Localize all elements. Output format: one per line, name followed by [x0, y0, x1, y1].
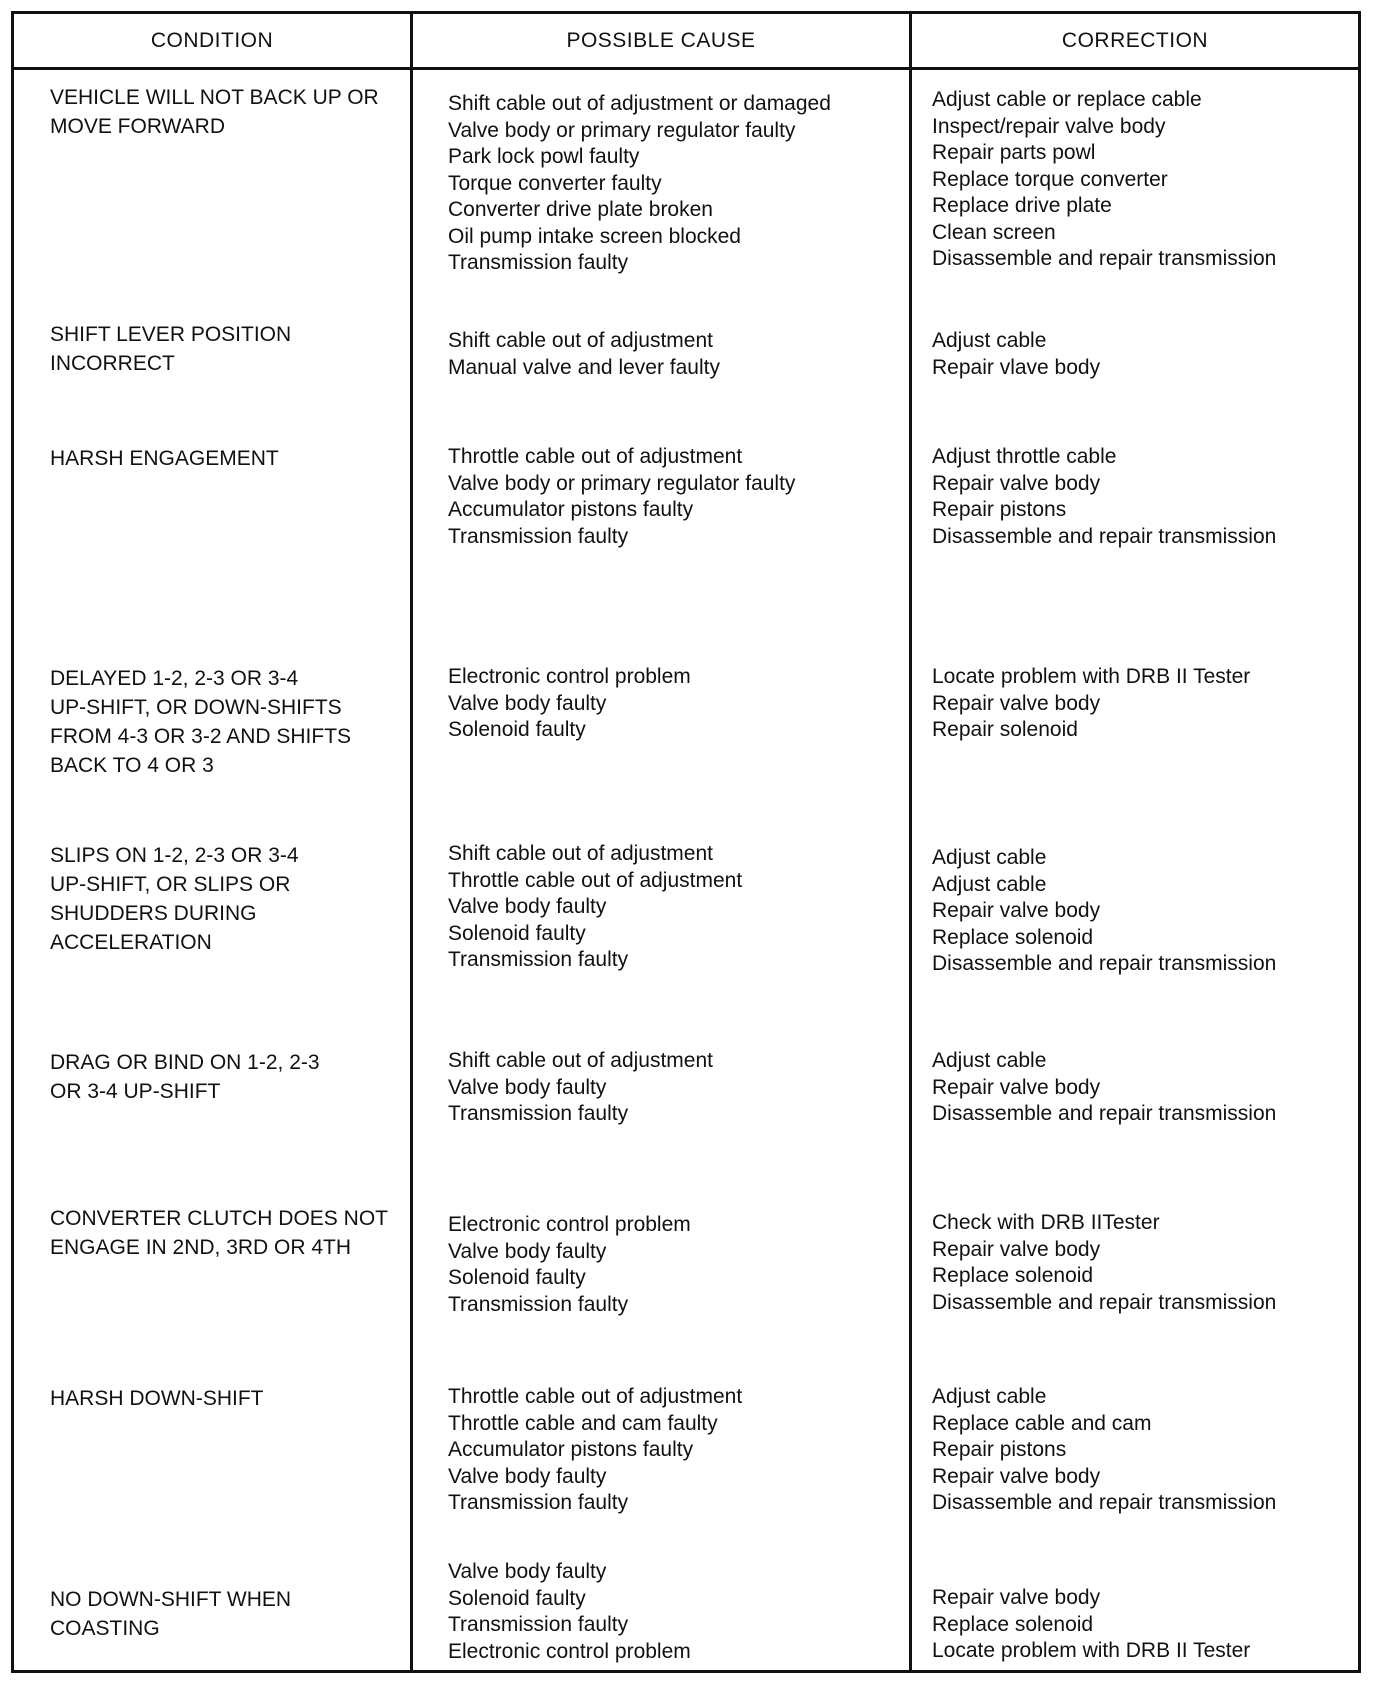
- cause-item: Valve body faulty: [448, 1075, 607, 1099]
- cause-item: Solenoid faulty: [448, 921, 586, 945]
- possible-cause-cell: [448, 664, 903, 744]
- correction-item: Locate problem with DRB II Tester: [932, 1639, 1251, 1662]
- cause-item: Throttle cable and cam faulty: [448, 1411, 718, 1435]
- condition-line: COASTING: [50, 1617, 160, 1640]
- correction-item: Check with DRB IITester: [932, 1211, 1160, 1234]
- cause-item: Transmission faulty: [448, 524, 629, 548]
- possible-cause-cell: [448, 444, 903, 550]
- cause-item: Transmission faulty: [448, 1292, 629, 1316]
- correction-item: Repair pistons: [932, 498, 1067, 521]
- cause-item: Valve body faulty: [448, 691, 607, 715]
- correction-item: Replace solenoid: [932, 1264, 1094, 1287]
- correction-cell: [932, 845, 1362, 978]
- correction-item: Replace solenoid: [932, 925, 1094, 949]
- condition-cell: [50, 444, 405, 473]
- cause-item: Transmission faulty: [448, 1491, 629, 1514]
- correction-item: Clean screen: [932, 220, 1056, 244]
- condition-cell: [50, 1204, 405, 1262]
- cause-item: Shift cable out of adjustment or damaged: [448, 92, 831, 115]
- correction-item: Replace cable and cam: [932, 1411, 1152, 1435]
- cause-item: Torque converter faulty: [448, 171, 662, 195]
- correction-item: Replace drive plate: [932, 194, 1112, 217]
- condition-cell: [50, 1384, 405, 1413]
- correction-item: Disassemble and repair transmission: [932, 524, 1277, 548]
- correction-item: Adjust cable or replace cable: [932, 88, 1202, 111]
- correction-item: Adjust cable: [932, 1049, 1047, 1072]
- correction-item: Repair pistons: [932, 1438, 1067, 1461]
- condition-line: CONVERTER CLUTCH DOES NOT: [50, 1207, 388, 1230]
- cause-item: Throttle cable out of adjustment: [448, 868, 743, 892]
- correction-item: Repair valve body: [932, 691, 1101, 715]
- correction-item: Replace solenoid: [932, 1612, 1094, 1636]
- cause-item: Solenoid faulty: [448, 1266, 586, 1289]
- cause-item: Transmission faulty: [448, 1102, 629, 1125]
- condition-cell: [50, 83, 405, 141]
- cause-item: Accumulator pistons faulty: [448, 498, 694, 521]
- cause-item: Transmission faulty: [448, 1613, 629, 1636]
- condition-line: BACK TO 4 OR 3: [50, 754, 214, 777]
- cause-item: Transmission faulty: [448, 251, 629, 274]
- condition-cell: [50, 1048, 405, 1106]
- correction-cell: [932, 664, 1362, 744]
- condition-cell: [50, 320, 405, 378]
- condition-line: ENGAGE IN 2ND, 3RD OR 4TH: [50, 1236, 352, 1259]
- possible-cause-cell: [448, 91, 903, 277]
- condition-line: OR 3-4 UP-SHIFT: [50, 1080, 221, 1103]
- condition-cell: [50, 1585, 405, 1643]
- cause-item: Accumulator pistons faulty: [448, 1438, 694, 1461]
- cause-item: Solenoid faulty: [448, 1586, 586, 1610]
- header-condition: CONDITION: [150, 28, 274, 52]
- correction-item: Locate problem with DRB II Tester: [932, 665, 1251, 688]
- correction-item: Adjust cable: [932, 846, 1047, 869]
- cause-item: Electronic control problem: [448, 1213, 691, 1236]
- possible-cause-cell: [448, 1559, 903, 1665]
- condition-cell: [50, 664, 405, 780]
- condition-line: HARSH ENGAGEMENT: [50, 447, 279, 470]
- cause-item: Valve body or primary regulator faulty: [448, 471, 796, 495]
- cause-item: Valve body faulty: [448, 1464, 607, 1488]
- cause-item: Converter drive plate broken: [448, 198, 713, 221]
- correction-item: Repair vlave body: [932, 355, 1101, 379]
- cause-item: Manual valve and lever faulty: [448, 355, 720, 379]
- condition-cell: [50, 841, 405, 957]
- condition-line: SLIPS ON 1-2, 2-3 OR 3-4: [50, 844, 299, 867]
- correction-item: Adjust cable: [932, 329, 1047, 352]
- correction-item: Disassemble and repair transmission: [932, 1491, 1277, 1514]
- correction-cell: [932, 1048, 1362, 1128]
- cause-item: Valve body faulty: [448, 895, 607, 918]
- condition-line: MOVE FORWARD: [50, 115, 226, 138]
- correction-item: Repair valve body: [932, 899, 1101, 922]
- correction-cell: [932, 87, 1362, 273]
- condition-line: UP-SHIFT, OR DOWN-SHIFTS: [50, 696, 342, 719]
- possible-cause-cell: [448, 841, 903, 974]
- correction-item: Replace torque converter: [932, 167, 1168, 191]
- correction-item: Repair valve body: [932, 1237, 1101, 1261]
- correction-item: Disassemble and repair transmission: [932, 1102, 1277, 1125]
- condition-line: FROM 4-3 OR 3-2 AND SHIFTS: [50, 725, 352, 748]
- correction-item: Disassemble and repair transmission: [932, 1290, 1277, 1314]
- condition-line: NO DOWN-SHIFT WHEN: [50, 1588, 292, 1611]
- condition-line: DRAG OR BIND ON 1-2, 2-3: [50, 1051, 320, 1074]
- cause-item: Shift cable out of adjustment: [448, 842, 713, 865]
- correction-item: Repair valve body: [932, 1586, 1101, 1609]
- cause-item: Park lock powl faulty: [448, 145, 640, 168]
- cause-item: Transmission faulty: [448, 948, 629, 971]
- condition-line: DELAYED 1-2, 2-3 OR 3-4: [50, 667, 299, 690]
- cause-item: Valve body faulty: [448, 1239, 607, 1263]
- cause-item: Electronic control problem: [448, 665, 691, 688]
- condition-line: INCORRECT: [50, 352, 175, 375]
- correction-cell: [932, 1210, 1362, 1316]
- column-divider: [410, 14, 413, 1670]
- correction-item: Repair valve body: [932, 1464, 1101, 1488]
- condition-line: ACCELERATION: [50, 931, 212, 954]
- correction-item: Disassemble and repair transmission: [932, 952, 1277, 975]
- correction-cell: [932, 444, 1362, 550]
- possible-cause-cell: [448, 328, 903, 381]
- condition-line: UP-SHIFT, OR SLIPS OR: [50, 873, 291, 896]
- correction-item: Repair parts powl: [932, 141, 1096, 164]
- correction-item: Adjust throttle cable: [932, 445, 1117, 468]
- correction-item: Inspect/repair valve body: [932, 114, 1166, 138]
- column-divider: [909, 14, 912, 1670]
- possible-cause-cell: [448, 1384, 903, 1517]
- cause-item: Electronic control problem: [448, 1639, 691, 1663]
- cause-item: Valve body faulty: [448, 1560, 607, 1583]
- condition-line: SHIFT LEVER POSITION: [50, 323, 292, 346]
- cause-item: Oil pump intake screen blocked: [448, 224, 741, 248]
- cause-item: Throttle cable out of adjustment: [448, 1385, 743, 1408]
- correction-item: Adjust cable: [932, 872, 1047, 896]
- cause-item: Shift cable out of adjustment: [448, 1049, 713, 1072]
- cause-item: Shift cable out of adjustment: [448, 329, 713, 352]
- cause-item: Throttle cable out of adjustment: [448, 445, 743, 468]
- table-header: [14, 14, 1358, 70]
- condition-line: SHUDDERS DURING: [50, 902, 257, 925]
- correction-cell: [932, 1585, 1362, 1665]
- possible-cause-cell: [448, 1212, 903, 1318]
- cause-item: Valve body or primary regulator faulty: [448, 118, 796, 142]
- correction-cell: [932, 328, 1362, 381]
- correction-item: Disassemble and repair transmission: [932, 247, 1277, 270]
- troubleshooting-table: [11, 11, 1361, 1673]
- condition-line: VEHICLE WILL NOT BACK UP OR: [50, 86, 379, 109]
- header-correction: CORRECTION: [1061, 28, 1209, 52]
- header-possible-cause: POSSIBLE CAUSE: [566, 28, 756, 52]
- correction-item: Adjust cable: [932, 1385, 1047, 1408]
- correction-item: Repair valve body: [932, 471, 1101, 495]
- correction-cell: [932, 1384, 1362, 1517]
- correction-item: Repair solenoid: [932, 718, 1078, 741]
- cause-item: Solenoid faulty: [448, 718, 586, 741]
- correction-item: Repair valve body: [932, 1075, 1101, 1099]
- condition-line: HARSH DOWN-SHIFT: [50, 1387, 264, 1410]
- possible-cause-cell: [448, 1048, 903, 1128]
